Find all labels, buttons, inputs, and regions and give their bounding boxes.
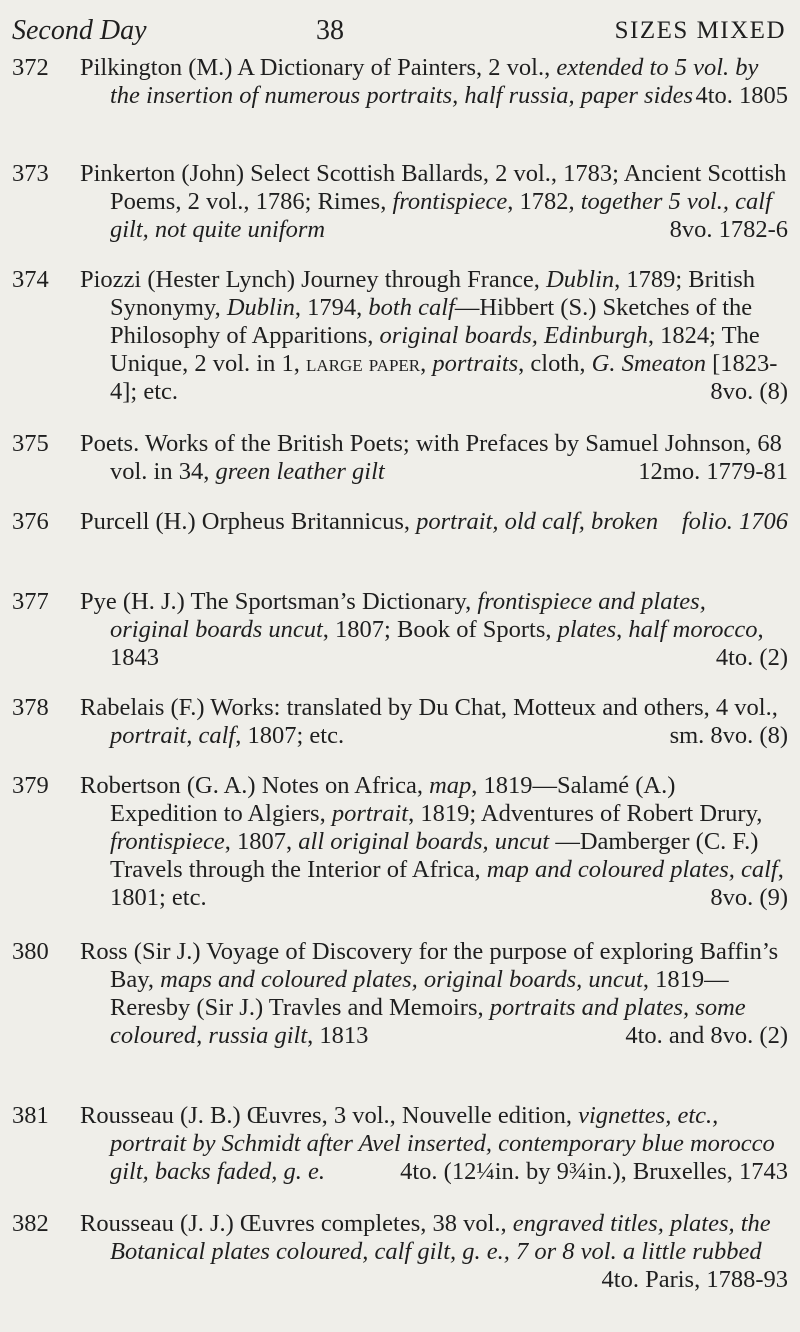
lot-entry	[12, 938, 788, 1050]
lot-text-italic: Dublin	[546, 266, 615, 293]
lot-text-italic: frontispiece	[392, 188, 508, 215]
lot-number: 373	[12, 160, 49, 187]
lot-entry	[12, 694, 788, 750]
lot-text: , 1819; Adventures of Robert Drury,	[408, 800, 763, 827]
lot-text: Poets. Works of the British Poets; with Prefaces by Samuel Johnson, 68 vol. in 34,	[80, 430, 782, 485]
lot-entry	[12, 54, 788, 110]
running-head-left: Second Day	[12, 15, 147, 46]
lot-text-italic: engraved titles, plates, the Botanical plates coloured, calf gilt, g. e., 7 or 8 vol. a little rubbed	[110, 1210, 771, 1265]
lot-text: , 1807; Book of Sports,	[322, 616, 558, 643]
lot-text-italic: portrait	[331, 800, 409, 827]
lot-text: Robertson (G. A.) Notes on Africa,	[80, 772, 430, 799]
lot-text: Pinkerton (John) Select Scottish Ballards, 2 vol., 1783; Ancient Scottish Poems, 2 vol., 1786; Rimes,	[80, 160, 787, 215]
lot-number: 378	[12, 694, 49, 721]
page-number: 38	[316, 15, 344, 46]
lot-format-date: 12mo. 1779-81	[638, 458, 788, 485]
lot-text-italic: portrait, calf	[110, 722, 236, 749]
lot-entry	[12, 772, 788, 912]
lot-entry	[12, 508, 788, 536]
lot-text-italic: maps and coloured plates, original boards, uncut	[160, 966, 643, 993]
lot-text: Piozzi (Hester Lynch) Journey through France,	[80, 266, 547, 293]
lot-format-date: 4to. (2)	[715, 644, 788, 671]
lot-entry	[12, 160, 788, 244]
lot-entry	[12, 588, 788, 672]
lot-format-date: 8vo. (9)	[710, 884, 788, 911]
lot-text: , 1819—Reresby (Sir J.) Travles and Memoirs,	[110, 966, 729, 1021]
lot-text: Pilkington (M.) A Dictionary of Painters, 2 vol.,	[80, 54, 557, 81]
lot-text-italic: half morocco	[628, 616, 758, 643]
lot-text: [1823-4]; etc.	[110, 350, 778, 405]
lot-text-smallcaps: large paper	[306, 350, 421, 377]
lot-text-italic: original boards, Edinburgh	[379, 322, 648, 349]
lot-text-italic: all original boards, uncut	[298, 828, 550, 855]
lot-text-italic: portraits and plates, some coloured, russia gilt	[110, 994, 746, 1049]
lot-text-italic: map	[429, 772, 472, 799]
lot-number: 374	[12, 266, 49, 293]
lot-text-italic: together 5 vol., calf gilt, not quite uniform	[110, 188, 772, 243]
lot-text-italic: vignettes, etc., portrait by Schmidt after Avel inserted, contemporary blue morocco gilt, backs faded, g. e.	[110, 1102, 775, 1185]
lot-text-italic: both calf	[368, 294, 455, 321]
lot-text-italic: Dublin	[226, 294, 295, 321]
lot-format-date: 8vo. 1782-6	[669, 216, 788, 243]
lot-format-date: 4to. (12¼in. by 9¾in.), Bruxelles, 1743	[400, 1158, 788, 1185]
lot-entry	[12, 1102, 788, 1186]
lot-text: , 1813	[307, 1022, 369, 1049]
lot-number: 382	[12, 1210, 49, 1237]
running-head-right: SIZES MIXED	[614, 17, 786, 44]
lot-format-date: 4to. Paris, 1788-93	[601, 1266, 788, 1293]
lot-text: —Hibbert (S.) Sketches of the Philosophy of Apparitions,	[110, 294, 753, 349]
lot-text-italic: G. Smeaton	[591, 350, 706, 377]
lot-text: , 1843	[110, 616, 764, 671]
lot-entry	[12, 1210, 788, 1294]
lot-entry	[12, 430, 788, 486]
lot-text: , 1782,	[507, 188, 581, 215]
lot-number: 376	[12, 508, 49, 535]
lot-text-italic: map and coloured plates, calf	[486, 856, 778, 883]
lot-number: 380	[12, 938, 49, 965]
lot-format-date: 8vo. (8)	[710, 378, 788, 405]
lot-text-italic: portraits	[432, 350, 519, 377]
lot-text-italic: portrait, old calf, broken	[416, 508, 659, 535]
lot-text: , cloth,	[518, 350, 592, 377]
lot-text-italic: frontispiece and plates, original boards uncut	[110, 588, 706, 643]
lot-format-date: sm. 8vo. (8)	[669, 722, 788, 749]
lot-text-italic: extended to 5 vol. by the insertion of numerous portraits, half russia, paper sides	[110, 54, 759, 109]
lot-text: Purcell (H.) Orpheus Britannicus,	[80, 508, 417, 535]
lot-text: Rabelais (F.) Works: translated by Du Chat, Motteux and others, 4 vol.,	[80, 694, 778, 721]
lot-number: 381	[12, 1102, 49, 1129]
lot-format-date: 4to. 1805	[695, 82, 788, 109]
lot-text-italic: plates	[557, 616, 617, 643]
lot-text: Ross (Sir J.) Voyage of Discovery for the purpose of exploring Baffin’s Bay,	[80, 938, 779, 993]
lot-text: , 1824; The Unique, 2 vol. in 1,	[110, 322, 760, 377]
lot-text-italic: frontispiece	[110, 828, 225, 855]
lot-number: 377	[12, 588, 49, 615]
lot-format-date: 4to. and 8vo. (2)	[625, 1022, 788, 1049]
lot-text-italic: green leather gilt	[215, 458, 385, 485]
lot-text: , 1794,	[294, 294, 369, 321]
lot-text: Rousseau (J. B.) Œuvres, 3 vol., Nouvelle edition,	[80, 1102, 579, 1129]
lot-text: ,	[420, 350, 433, 377]
lot-text: , 1789; British Synonymy,	[110, 266, 756, 321]
lot-entry	[12, 266, 788, 406]
lot-text: , 1801; etc.	[110, 856, 784, 911]
lot-text: , 1819—Salamé (A.) Expedition to Algiers,	[110, 772, 676, 827]
lot-number: 372	[12, 54, 49, 81]
lot-number: 379	[12, 772, 49, 799]
lot-number: 375	[12, 430, 49, 457]
lot-text: ,	[616, 616, 629, 643]
lot-text: —Damberger (C. F.) Travels through the Interior of Africa,	[110, 828, 759, 883]
lot-text: , 1807,	[224, 828, 299, 855]
lot-format-date: folio. 1706	[681, 508, 788, 535]
lot-text: , 1807; etc.	[235, 722, 345, 749]
page-header	[12, 14, 786, 48]
lot-text: Pye (H. J.) The Sportsman’s Dictionary,	[80, 588, 478, 615]
lot-text: Rousseau (J. J.) Œuvres completes, 38 vol.,	[80, 1210, 513, 1237]
